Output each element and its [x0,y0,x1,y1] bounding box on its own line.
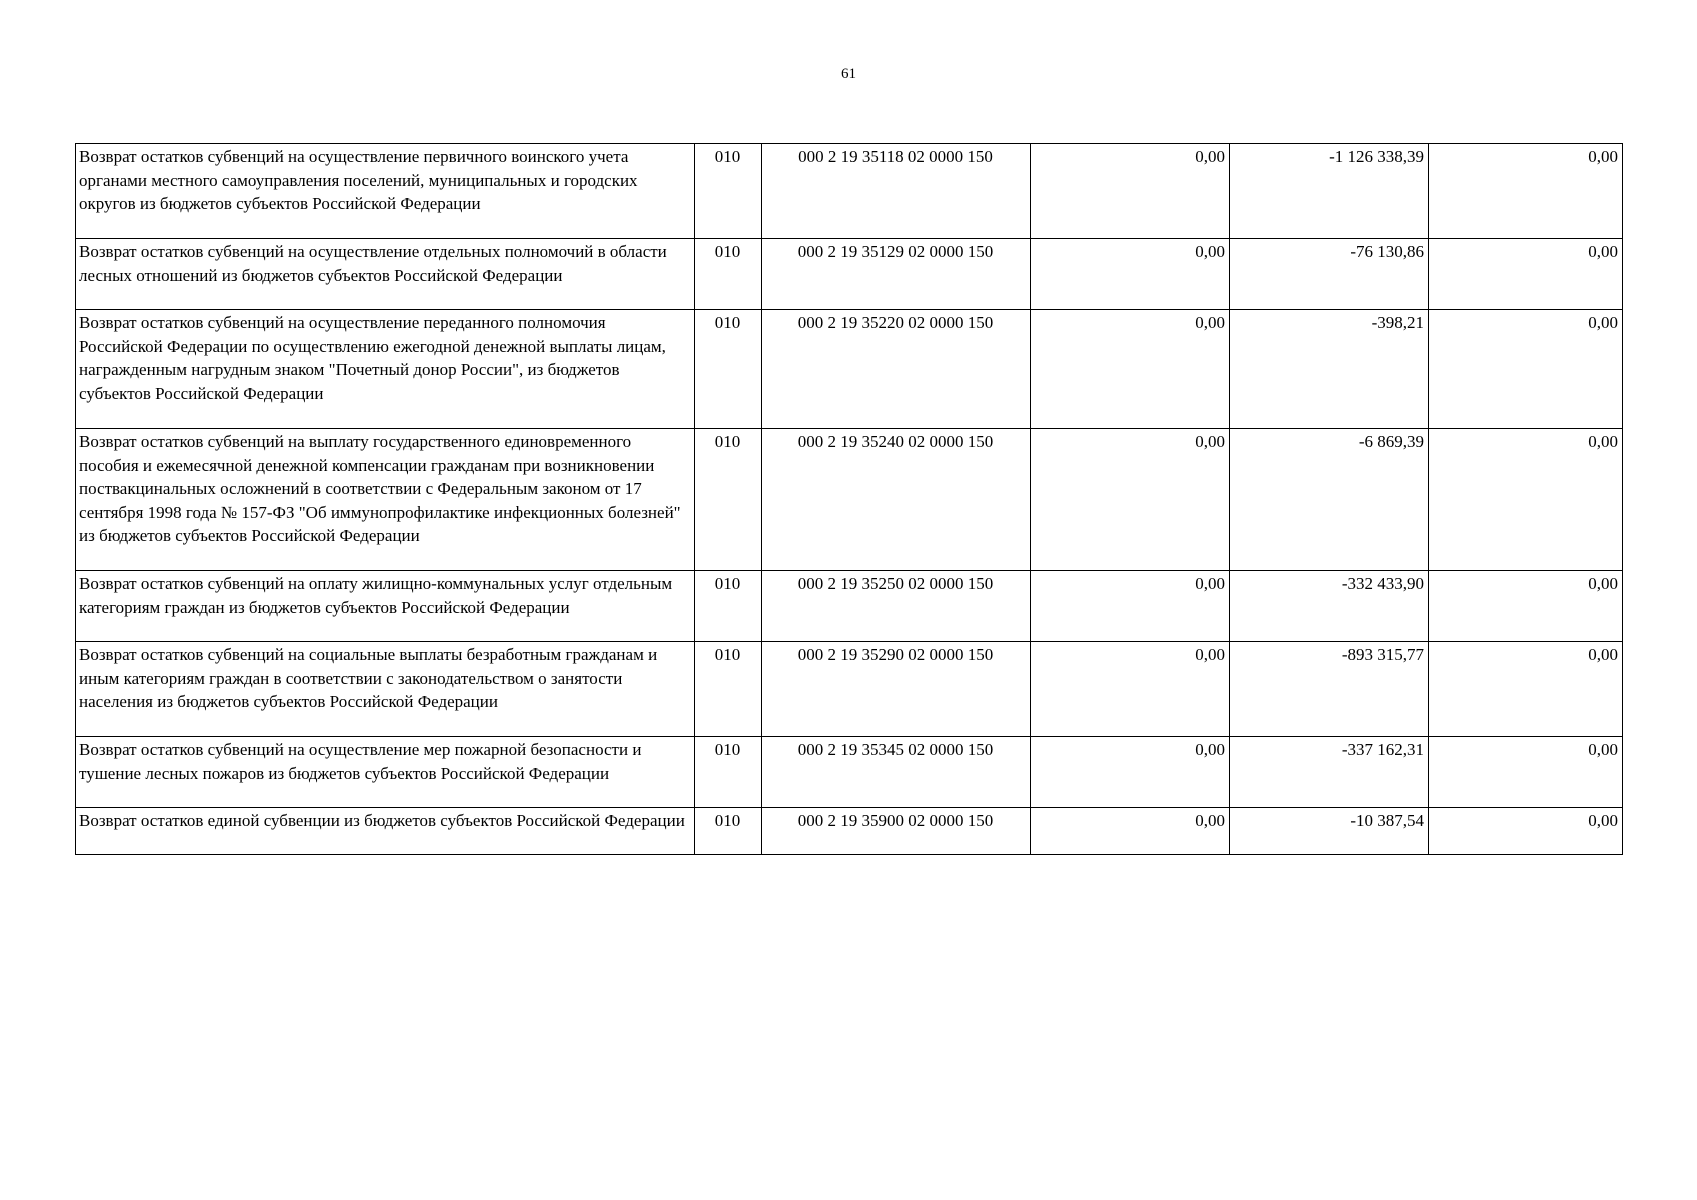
table-row [76,144,1623,239]
row-value-3: 0,00 [1429,571,1623,642]
table-row [76,571,1623,642]
row-admin-code: 010 [695,310,762,429]
row-budget-code: 000 2 19 35240 02 0000 150 [762,429,1031,571]
row-value-3: 0,00 [1429,737,1623,808]
row-value-2: -76 130,86 [1230,239,1429,310]
row-budget-code: 000 2 19 35900 02 0000 150 [762,808,1031,855]
row-value-1: 0,00 [1031,737,1230,808]
row-admin-code: 010 [695,239,762,310]
row-budget-code: 000 2 19 35118 02 0000 150 [762,144,1031,239]
row-value-3: 0,00 [1429,310,1623,429]
row-description: Возврат остатков субвенций на осуществление переданного полномочия Российской Федерации по осуществлению ежегодной денежной выплаты лицам, награжденным нагрудным знаком "Почетный донор России", из бюджетов субъектов Российской Федерации [76,310,695,429]
budget-table [75,143,1623,855]
row-description: Возврат остатков субвенций на выплату государственного единовременного пособия и ежемесячной денежной компенсации гражданам при возникновении поствакцинальных осложнений в соответствии с Федеральным законом от 17 сентября 1998 года № 157-ФЗ "Об иммунопрофилактике инфекционных болезней" из бюджетов субъектов Российской Федерации [76,429,695,571]
row-value-3: 0,00 [1429,144,1623,239]
row-description: Возврат остатков субвенций на осуществление первичного воинского учета органами местного самоуправления поселений, муниципальных и городских округов из бюджетов субъектов Российской Федерации [76,144,695,239]
row-budget-code: 000 2 19 35129 02 0000 150 [762,239,1031,310]
table-row [76,808,1623,855]
row-admin-code: 010 [695,429,762,571]
row-value-2: -6 869,39 [1230,429,1429,571]
row-value-3: 0,00 [1429,642,1623,737]
row-value-2: -332 433,90 [1230,571,1429,642]
row-value-3: 0,00 [1429,808,1623,855]
row-budget-code: 000 2 19 35250 02 0000 150 [762,571,1031,642]
row-value-2: -10 387,54 [1230,808,1429,855]
row-value-1: 0,00 [1031,571,1230,642]
row-description: Возврат остатков единой субвенции из бюджетов субъектов Российской Федерации [76,808,695,855]
table-row [76,737,1623,808]
table-row [76,429,1623,571]
table-row [76,642,1623,737]
row-admin-code: 010 [695,642,762,737]
row-description: Возврат остатков субвенций на осуществление мер пожарной безопасности и тушение лесных пожаров из бюджетов субъектов Российской Федерации [76,737,695,808]
row-admin-code: 010 [695,144,762,239]
row-value-2: -1 126 338,39 [1230,144,1429,239]
row-value-1: 0,00 [1031,808,1230,855]
row-value-2: -398,21 [1230,310,1429,429]
page-number: 61 [841,66,856,82]
row-value-2: -337 162,31 [1230,737,1429,808]
table-row [76,310,1623,429]
row-description: Возврат остатков субвенций на осуществление отдельных полномочий в области лесных отношений из бюджетов субъектов Российской Федерации [76,239,695,310]
row-value-3: 0,00 [1429,239,1623,310]
row-value-2: -893 315,77 [1230,642,1429,737]
row-admin-code: 010 [695,808,762,855]
row-value-1: 0,00 [1031,239,1230,310]
row-budget-code: 000 2 19 35220 02 0000 150 [762,310,1031,429]
row-value-1: 0,00 [1031,144,1230,239]
row-budget-code: 000 2 19 35290 02 0000 150 [762,642,1031,737]
row-description: Возврат остатков субвенций на социальные выплаты безработным гражданам и иным категориям граждан в соответствии с законодательством о занятости населения из бюджетов субъектов Российской Федерации [76,642,695,737]
row-admin-code: 010 [695,737,762,808]
row-value-1: 0,00 [1031,310,1230,429]
row-description: Возврат остатков субвенций на оплату жилищно-коммунальных услуг отдельным категориям граждан из бюджетов субъектов Российской Федерации [76,571,695,642]
row-value-3: 0,00 [1429,429,1623,571]
row-budget-code: 000 2 19 35345 02 0000 150 [762,737,1031,808]
row-value-1: 0,00 [1031,642,1230,737]
row-value-1: 0,00 [1031,429,1230,571]
row-admin-code: 010 [695,571,762,642]
table-row [76,239,1623,310]
